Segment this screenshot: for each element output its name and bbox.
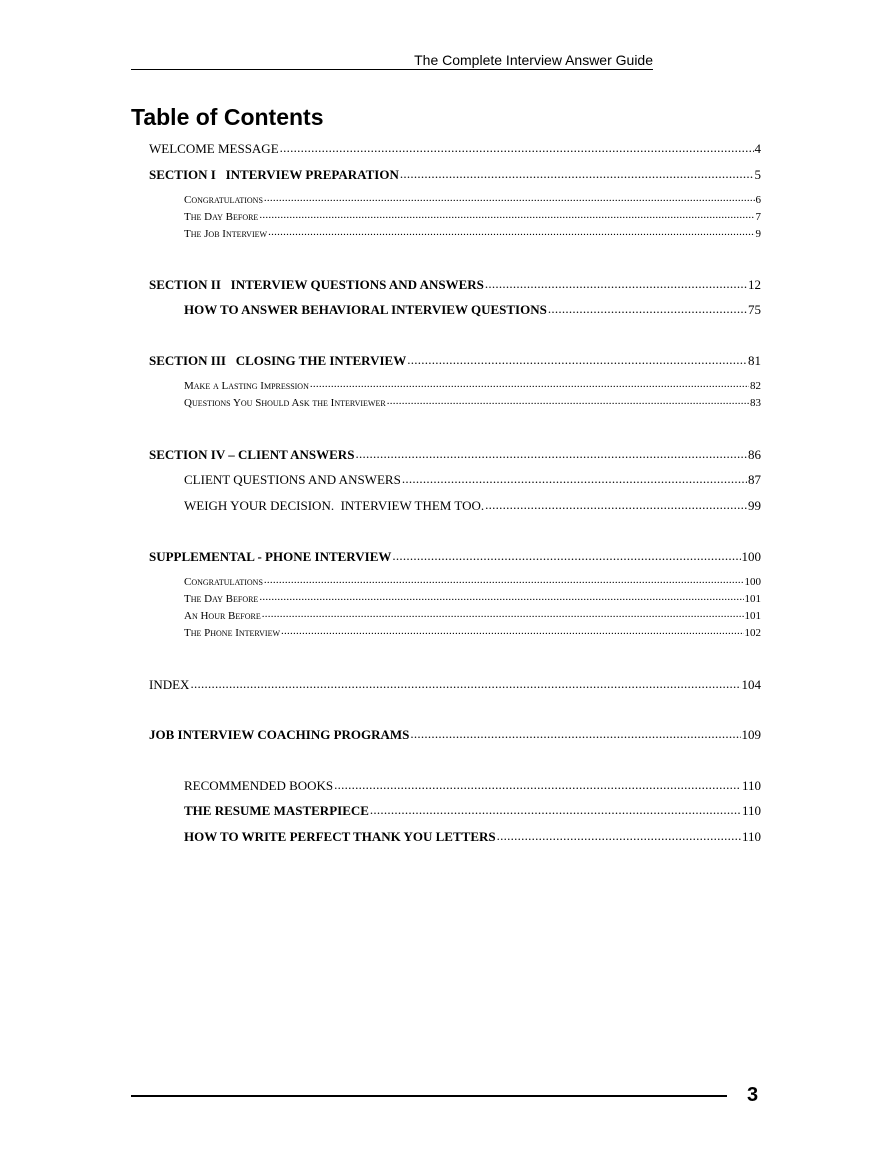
toc-entry-index[interactable]	[149, 676, 761, 693]
toc-entry-page: 104	[741, 677, 761, 692]
dot-leader	[264, 574, 744, 585]
toc-entry-page: 6	[755, 194, 761, 206]
dot-leader	[262, 608, 744, 619]
toc-entry-client-questions[interactable]	[184, 471, 761, 488]
toc-entry-congratulations[interactable]	[184, 192, 761, 206]
dot-leader	[407, 352, 747, 365]
toc-entry-section-4[interactable]	[149, 446, 761, 463]
toc-entry-label: WEIGH YOUR DECISION. INTERVIEW THEM TOO.	[184, 498, 485, 513]
toc-entry-page: 82	[750, 380, 761, 392]
dot-leader	[280, 140, 754, 153]
toc-entry-thank-you-letters[interactable]	[184, 828, 761, 845]
toc-entry-the-day-before[interactable]	[184, 209, 761, 223]
dot-leader	[400, 166, 754, 179]
dot-leader	[548, 301, 747, 314]
toc-entry-lasting-impression[interactable]	[184, 378, 761, 392]
toc-entry-page: 83	[750, 397, 761, 409]
toc-entry-behavioral-questions[interactable]	[184, 301, 761, 318]
toc-entry-page: 102	[744, 627, 761, 639]
toc-entry-page: 86	[748, 447, 761, 462]
toc-entry-label: The Day Before	[184, 593, 259, 605]
toc-entry-label: WELCOME MESSAGE	[149, 141, 279, 156]
dot-leader	[497, 828, 741, 841]
dot-leader	[259, 591, 743, 602]
toc-entry-label: Congratulations	[184, 576, 263, 588]
dot-leader	[264, 192, 755, 203]
toc-entry-page: 100	[744, 576, 761, 588]
toc-entry-label: SECTION II INTERVIEW QUESTIONS AND ANSWERS	[149, 277, 484, 292]
toc-entry-questions-to-ask[interactable]	[184, 395, 761, 409]
footer-rule	[131, 1095, 727, 1097]
toc-entry-phone-hour-before[interactable]	[184, 608, 761, 622]
dot-leader	[355, 446, 747, 459]
running-header-title: The Complete Interview Answer Guide	[414, 52, 653, 68]
toc-entry-page: 12	[748, 277, 761, 292]
toc-entry-the-phone-interview[interactable]	[184, 625, 761, 639]
dot-leader	[410, 726, 740, 739]
dot-leader	[259, 209, 754, 220]
toc-entry-phone-day-before[interactable]	[184, 591, 761, 605]
toc-entry-the-job-interview[interactable]	[184, 226, 761, 240]
toc-entry-label: SECTION III CLOSING THE INTERVIEW	[149, 353, 407, 368]
toc-entry-label: JOB INTERVIEW COACHING PROGRAMS	[149, 727, 410, 742]
toc-entry-label: The Phone Interview	[184, 627, 281, 639]
toc-entry-label: An Hour Before	[184, 610, 261, 622]
toc-entry-label: The Job Interview	[184, 228, 268, 240]
toc-entry-resume-masterpiece[interactable]	[184, 802, 761, 819]
toc-entry-page: 81	[748, 353, 761, 368]
toc-entry-phone-congratulations[interactable]	[184, 574, 761, 588]
toc-entry-label: THE RESUME MASTERPIECE	[184, 803, 369, 818]
toc-entry-label: Congratulations	[184, 194, 263, 206]
dot-leader	[281, 625, 743, 636]
toc-entry-label: SECTION IV – CLIENT ANSWERS	[149, 447, 355, 462]
toc-entry-page: 109	[741, 727, 761, 742]
dot-leader	[190, 676, 740, 689]
page-number: 3	[747, 1084, 759, 1106]
dot-leader	[402, 471, 747, 484]
dot-leader	[370, 802, 741, 815]
dot-leader	[310, 378, 749, 389]
toc-entry-label: RECOMMENDED BOOKS	[184, 778, 334, 793]
toc-entry-page: 7	[755, 211, 761, 223]
toc-entry-page: 9	[755, 228, 761, 240]
toc-entry-section-3[interactable]	[149, 352, 761, 369]
toc-entry-label: Questions You Should Ask the Interviewer	[184, 397, 386, 409]
toc-entry-welcome-message[interactable]	[149, 140, 761, 157]
dot-leader	[485, 276, 747, 289]
toc-entry-recommended-books[interactable]	[184, 777, 761, 794]
toc-entry-section-2[interactable]	[149, 276, 761, 293]
toc-entry-label: HOW TO WRITE PERFECT THANK YOU LETTERS	[184, 829, 496, 844]
toc-entry-page: 75	[748, 302, 761, 317]
toc-entry-label: SUPPLEMENTAL - PHONE INTERVIEW	[149, 549, 392, 564]
toc-entry-label: Make a Lasting Impression	[184, 380, 309, 392]
toc-entry-section-1[interactable]	[149, 166, 761, 183]
toc-entry-label: The Day Before	[184, 211, 259, 223]
toc-entry-coaching-programs[interactable]	[149, 726, 761, 743]
toc-heading: Table of Contents	[131, 104, 324, 130]
dot-leader	[334, 777, 741, 790]
dot-leader	[387, 395, 749, 406]
dot-leader	[392, 548, 740, 561]
toc-entry-label: HOW TO ANSWER BEHAVIORAL INTERVIEW QUESTIONS	[184, 302, 547, 317]
toc-entry-page: 5	[754, 167, 761, 182]
running-header	[131, 50, 653, 70]
toc-entry-label: SECTION I INTERVIEW PREPARATION	[149, 167, 399, 182]
toc-entry-page: 87	[748, 472, 761, 487]
toc-entry-supplemental-phone[interactable]	[149, 548, 761, 565]
toc-entry-label: CLIENT QUESTIONS AND ANSWERS	[184, 472, 401, 487]
toc-entry-page: 99	[748, 498, 761, 513]
toc-entry-weigh-decision[interactable]	[184, 497, 761, 514]
dot-leader	[268, 226, 754, 237]
toc-entry-page: 110	[741, 803, 761, 818]
toc-entry-page: 101	[744, 610, 761, 622]
toc-entry-page: 100	[741, 549, 761, 564]
toc-entry-label: INDEX	[149, 677, 190, 692]
toc-entry-page: 110	[741, 778, 761, 793]
toc-entry-page: 4	[754, 141, 761, 156]
toc-entry-page: 110	[741, 829, 761, 844]
dot-leader	[485, 497, 747, 510]
toc-entry-page: 101	[744, 593, 761, 605]
